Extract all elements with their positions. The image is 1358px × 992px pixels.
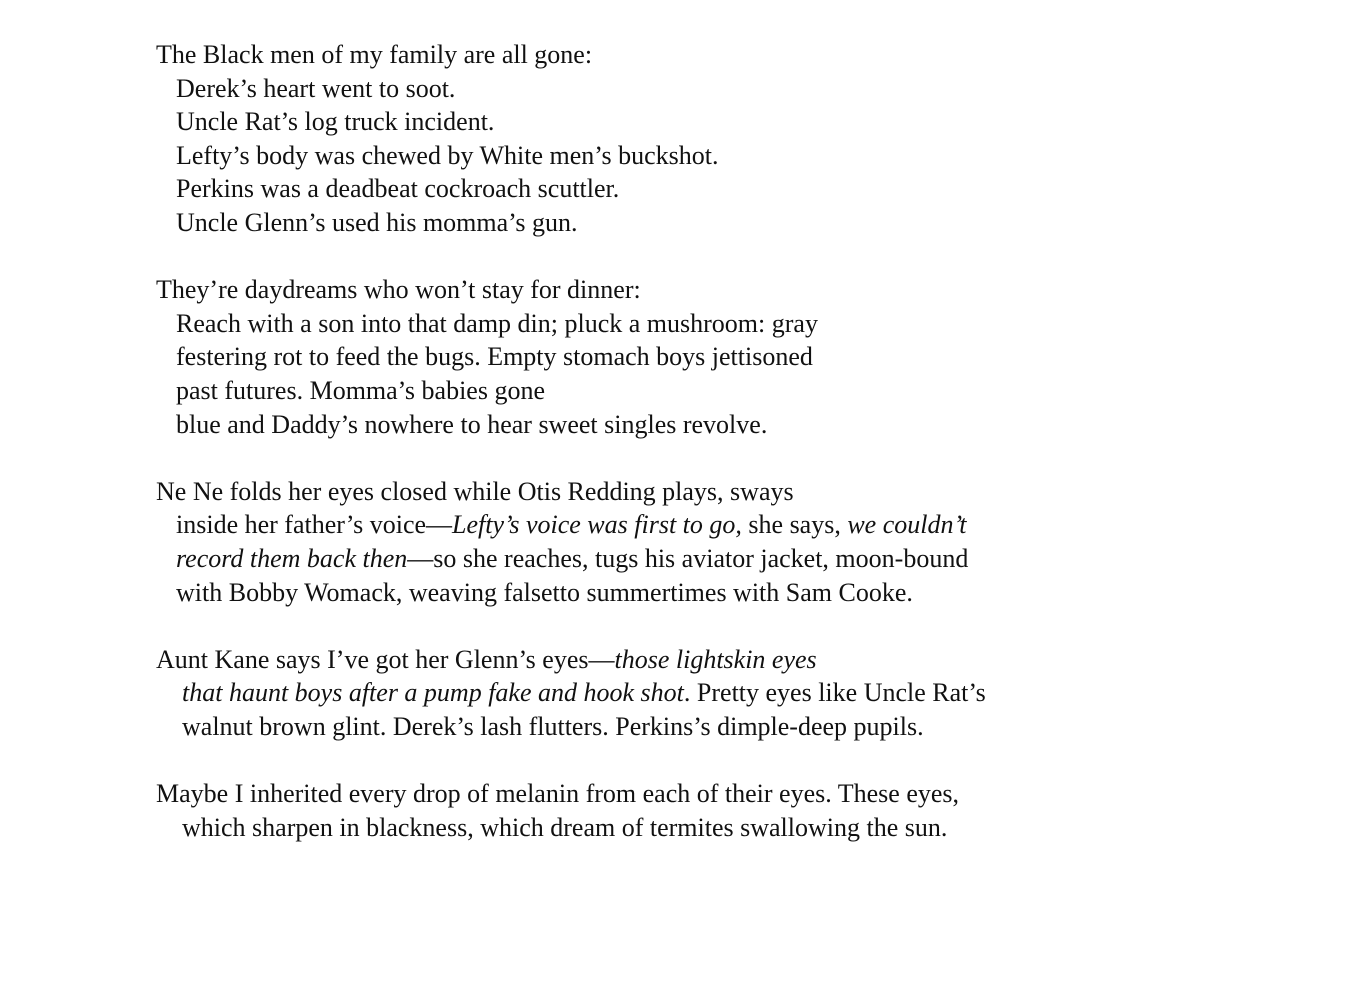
poem-line: Perkins was a deadbeat cockroach scuttler. (176, 174, 620, 204)
poem-line: Derek’s heart went to soot. (176, 73, 456, 103)
stanza-break (156, 441, 1156, 475)
poem-line (156, 542, 1156, 576)
stanza-5 (156, 777, 1156, 844)
line-segment: . Pretty eyes like Uncle Rat’s (683, 678, 986, 708)
poem-line: Lefty’s body was chewed by White men’s buckshot. (176, 140, 719, 170)
line-segment: —so she reaches, tugs his aviator jacket, moon-bound (407, 543, 969, 573)
italic-segment: we couldn’t (847, 510, 967, 540)
stanza-4 (156, 643, 1156, 744)
stanza-2 (156, 273, 1156, 441)
poem-line: Ne Ne folds her eyes closed while Otis Redding plays, sways (156, 476, 794, 506)
poem-line: Reach with a son into that damp din; pluck a mushroom: gray (176, 308, 818, 338)
poem-line: Uncle Rat’s log truck incident. (176, 107, 495, 137)
italic-segment: that haunt boys after a pump fake and hook shot (182, 678, 684, 708)
poem-line: Uncle Glenn’s used his momma’s gun. (176, 207, 578, 237)
poem-line: They’re daydreams who won’t stay for dinner: (156, 275, 641, 305)
poem-line (156, 508, 1156, 542)
poem-line: which sharpen in blackness, which dream of termites swallowing the sun. (182, 812, 948, 842)
poem-line: blue and Daddy’s nowhere to hear sweet singles revolve. (176, 409, 768, 439)
italic-segment: those lightskin eyes (614, 644, 817, 674)
line-segment: inside her father’s voice— (176, 510, 453, 540)
italic-segment: record them back then (176, 543, 408, 573)
stanza-1 (156, 38, 1156, 240)
poem-line: The Black men of my family are all gone: (156, 40, 593, 69)
poem-line (156, 676, 1156, 710)
stanza-3 (156, 475, 1156, 609)
poem-line: past futures. Momma’s babies gone (176, 375, 545, 405)
stanza-break (156, 240, 1156, 274)
poem-line: walnut brown glint. Derek’s lash flutters. Perkins’s dimple-deep pupils. (182, 711, 924, 741)
line-segment: she says, (741, 510, 848, 540)
italic-segment: Lefty’s voice was first to go, (452, 510, 742, 540)
poem-line: with Bobby Womack, weaving falsetto summertimes with Sam Cooke. (176, 577, 913, 607)
line-segment: Aunt Kane says I’ve got her Glenn’s eyes— (156, 644, 615, 674)
poem-line: festering rot to feed the bugs. Empty stomach boys jettisoned (176, 342, 813, 372)
poem-line: Maybe I inherited every drop of melanin from each of their eyes. These eyes, (156, 779, 960, 809)
poem-line (156, 643, 1156, 677)
stanza-break (156, 609, 1156, 643)
poem (156, 38, 1156, 844)
stanza-break (156, 743, 1156, 777)
